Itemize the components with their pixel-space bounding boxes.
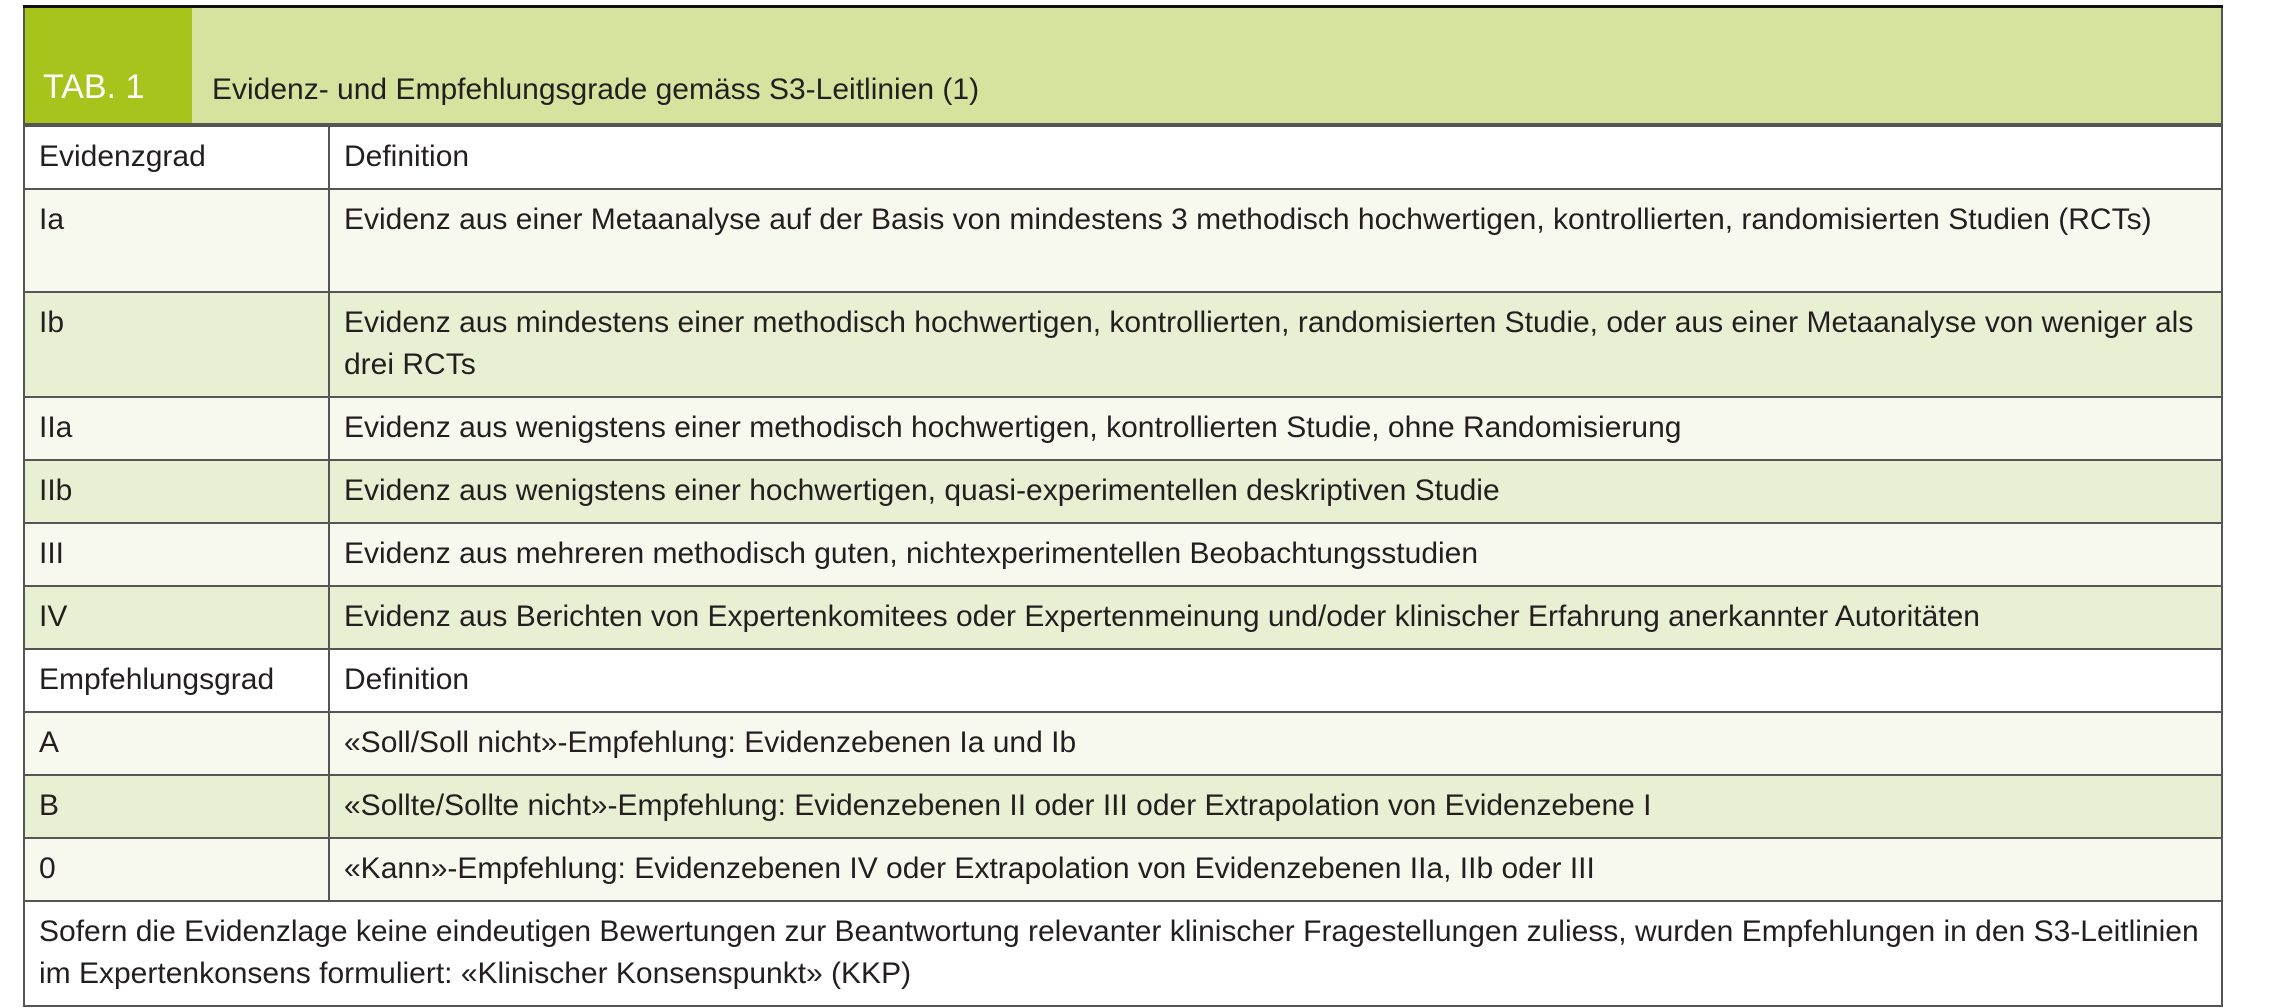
- table-row: [24, 189, 2222, 292]
- definition-cell: Evidenz aus mindestens einer methodisch hochwertigen, kontrollierten, randomisierten Studie, oder aus einer Metaanalyse von weniger als drei RCTs: [329, 292, 2222, 397]
- footnote-row: [24, 901, 2222, 1006]
- definition-cell: «Soll/Soll nicht»-Empfehlung: Evidenzebenen Ia und Ib: [329, 712, 2222, 775]
- table-row: [24, 397, 2222, 460]
- evidence-recommendation-table: [23, 125, 2223, 1007]
- definition-cell: Evidenz aus Berichten von Expertenkomitees oder Expertenmeinung und/oder klinischer Erfahrung anerkannter Autoritäten: [329, 586, 2222, 649]
- grade-cell: Ia: [24, 189, 329, 292]
- table-row: [24, 523, 2222, 586]
- table-row: [24, 460, 2222, 523]
- tab-number-label: TAB. 1: [25, 8, 192, 123]
- grade-cell: A: [24, 712, 329, 775]
- table-row: [24, 586, 2222, 649]
- grade-cell: IIb: [24, 460, 329, 523]
- grade-cell: Ib: [24, 292, 329, 397]
- definition-cell: «Sollte/Sollte nicht»-Empfehlung: Evidenzebenen II oder III oder Extrapolation von Evidenzebene I: [329, 775, 2222, 838]
- grade-cell: IV: [24, 586, 329, 649]
- recommendation-header-row: [24, 649, 2222, 712]
- evidence-header-row: [24, 126, 2222, 189]
- grade-cell: 0: [24, 838, 329, 901]
- definition-cell: Evidenz aus wenigstens einer methodisch hochwertigen, kontrollierten Studie, ohne Randomisierung: [329, 397, 2222, 460]
- header-cell-definition: Definition: [329, 649, 2222, 712]
- table-header-bar: [23, 8, 2223, 125]
- table-row: [24, 838, 2222, 901]
- definition-cell: Evidenz aus einer Metaanalyse auf der Basis von mindestens 3 methodisch hochwertigen, kontrollierten, randomisierten Studien (RCTs): [329, 189, 2222, 292]
- table-title: Evidenz- und Empfehlungsgrade gemäss S3-Leitlinien (1): [212, 73, 980, 106]
- table-row: [24, 292, 2222, 397]
- table-row: [24, 712, 2222, 775]
- header-cell-evidenzgrad: Evidenzgrad: [24, 126, 329, 189]
- grade-cell: B: [24, 775, 329, 838]
- grade-cell: IIa: [24, 397, 329, 460]
- header-cell-definition: Definition: [329, 126, 2222, 189]
- definition-cell: Evidenz aus wenigstens einer hochwertigen, quasi-experimentellen deskriptiven Studie: [329, 460, 2222, 523]
- footnote-text: Sofern die Evidenzlage keine eindeutigen Bewertungen zur Beantwortung relevanter klinischer Fragestellungen zuliess, wurden Empfehlungen in den S3-Leitlinien im Expertenkonsens formuliert: «Klinischer Konsenspunkt» (KKP): [24, 901, 2222, 1006]
- header-cell-empfehlungsgrad: Empfehlungsgrad: [24, 649, 329, 712]
- table-row: [24, 775, 2222, 838]
- definition-cell: «Kann»-Empfehlung: Evidenzebenen IV oder Extrapolation von Evidenzebenen IIa, IIb oder III: [329, 838, 2222, 901]
- grade-cell: III: [24, 523, 329, 586]
- evidence-table-figure: [23, 5, 2223, 1007]
- definition-cell: Evidenz aus mehreren methodisch guten, nichtexperimentellen Beobachtungsstudien: [329, 523, 2222, 586]
